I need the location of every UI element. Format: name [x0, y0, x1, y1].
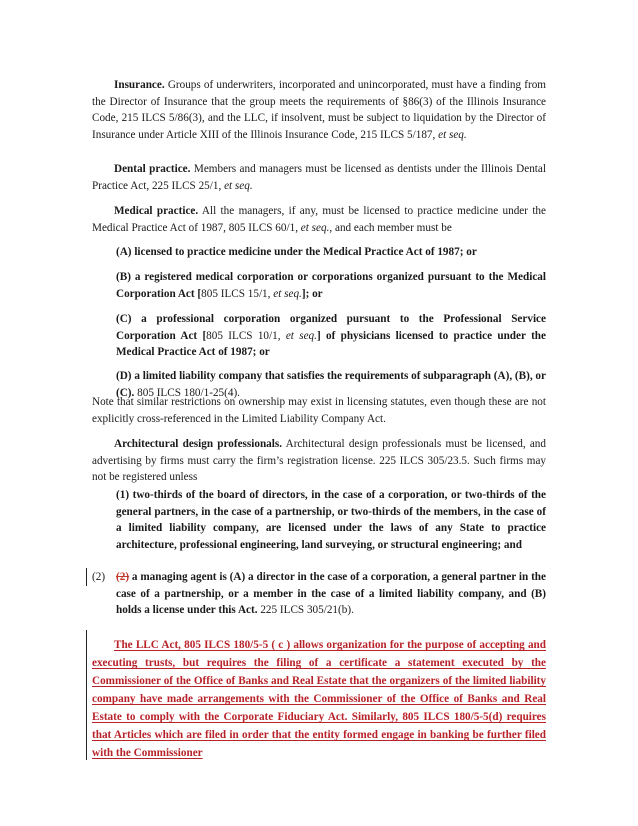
medical-item-c-cite: 805 ILCS 10/1,: [206, 329, 286, 342]
insurance-text: Groups of underwriters, incorporated and unincorporated, must have a finding from the Director of Insurance that the group meets the requirements of §86(3) of the Illinois Insurance Code, 215 ILCS 5/86(3), and the LLC, if insolvent, must be subject to liquidation by the Director of Insurance under Article XIII of the Illinois Insurance Code, 215 ILCS 5/187,: [92, 79, 546, 141]
architectural-item-2-text: a managing agent is (A) a director in the case of a corporation, a general partner in the case of a partnership, or a member in the case of a limited liability company, and (B) holds a license under this Act.: [116, 571, 546, 617]
architectural-paragraph: [92, 436, 546, 486]
architectural-text: Architectural design professionals must be licensed, and advertising by firms must carry the firm’s registration license. 225 ILCS 305/23.5. Such firms may not be registered unless: [92, 438, 546, 484]
medical-paragraph: [92, 203, 546, 236]
medical-item-b-text: (B) a registered medical corporation or corporations organized pursuant to the Medical Corporation Act [: [116, 271, 546, 300]
medical-item-b-cite: 805 ILCS 15/1,: [201, 287, 274, 300]
architectural-item-1: (1) two-thirds of the board of directors, in the case of a corporation, or two-thirds of the general partners, in the case of a partnership, or two-thirds of the members, in the case of a limited liability company, are licensed under the laws of any State to practice architecture, professional engineering, land surveying, or structural engineering; and: [116, 489, 546, 551]
deleted-numbering: (2): [116, 571, 130, 583]
dental-heading: Dental practice.: [114, 163, 191, 175]
architectural-heading: Architectural design professionals.: [114, 438, 283, 450]
insurance-etseq: et seq.: [438, 128, 467, 141]
inserted-llc-act-paragraph: [92, 636, 546, 762]
medical-etseq: et seq.,: [300, 221, 333, 234]
architectural-item-2-cite: 225 ILCS 305/21(b).: [257, 604, 354, 617]
medical-item-b: [116, 269, 546, 302]
dental-text: Members and managers must be licensed as dentists under the Illinois Dental Practice Act, 225 ILCS 25/1,: [92, 163, 546, 192]
medical-item-b-etseq: et seq.: [273, 287, 302, 300]
insurance-paragraph: [92, 77, 546, 143]
dental-etseq: et seq.: [224, 179, 253, 192]
medical-item-c: [116, 311, 546, 361]
architectural-item-2-label: (2): [92, 571, 106, 583]
insurance-heading: Insurance.: [114, 79, 165, 91]
medical-text: All the managers, if any, must be licensed to practice medicine under the Medical Practice Act of 1987, 805 ILCS 60/1,: [92, 205, 546, 234]
medical-item-c-end: ] of physicians licensed to practice under the Medical Practice Act of 1987; or: [116, 329, 546, 359]
medical-item-a: (A) licensed to practice medicine under the Medical Practice Act of 1987; or: [116, 246, 477, 258]
architectural-item-2: [116, 569, 546, 619]
inserted-llc-act-text: The LLC Act, 805 ILCS 180/5-5 ( c ) allows organization for the purpose of accepting and executing trusts, but requires the filing of a certificate a statement executed by the Commissioner of the Office of Banks and Real Estate that the organizers of the limited liability company have made arrangements with the Commissioner of the Office of Banks and Real Estate to comply with the Corporate Fiduciary Act. Similarly, 805 ILCS 180/5-5(d) requires that Articles which are filed in order that the entity formed engage in banking be further filed with the Commissioner: [92, 639, 546, 759]
medical-text-2: and each member must be: [332, 221, 452, 234]
medical-heading: Medical practice.: [114, 205, 199, 217]
medical-item-c-etseq: et seq.: [285, 329, 317, 342]
medical-item-c-text: (C) a professional corporation organized pursuant to the Professional Service Corporation Act [: [116, 313, 546, 342]
medical-item-d-text: (D) a limited liability company that satisfies the requirements of subparagraph (A), (B), or (C).: [116, 370, 546, 399]
dental-paragraph: [92, 161, 546, 194]
ownership-note: Note that similar restrictions on ownership may exist in licensing statutes, even though these are not explicitly cross-referenced in the Limited Liability Company Act.: [92, 396, 546, 425]
medical-item-d-cite: 805 ILCS 180/1-25(4).: [134, 386, 240, 399]
medical-item-b-end: ]; or: [301, 287, 323, 300]
revision-bar: [86, 630, 87, 760]
revision-bar: [86, 568, 87, 586]
